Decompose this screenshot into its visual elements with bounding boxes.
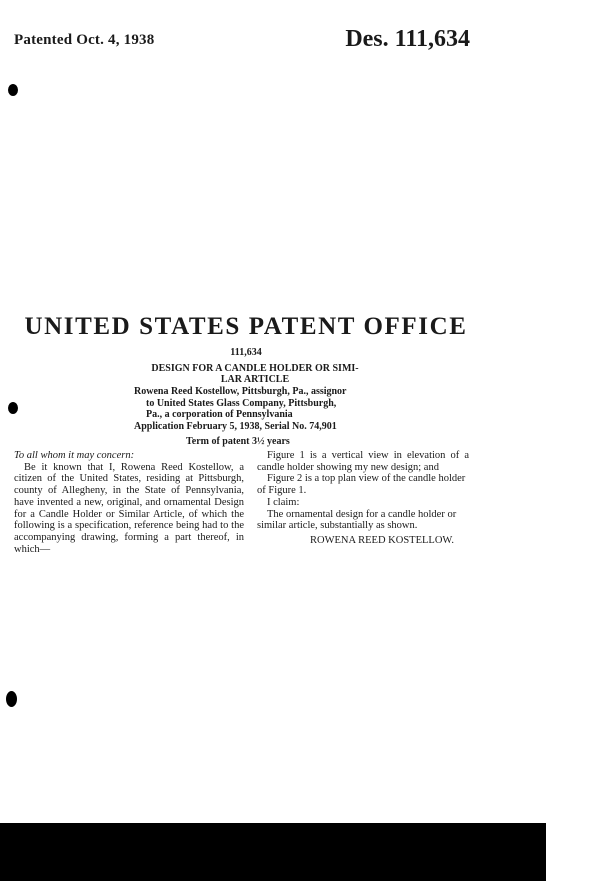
design-title-line-2: LAR ARTICLE <box>220 374 290 385</box>
application-line: Application February 5, 1938, Serial No. 74,901 <box>134 421 337 432</box>
claim-label: I claim: <box>267 496 300 508</box>
figure-1-description: Figure 1 is a vertical view in elevation of a candle holder showing my new design; and <box>257 450 469 473</box>
punch-hole-bottom <box>6 691 17 707</box>
inventor-line: to United States Glass Company, Pittsburgh, <box>146 397 337 409</box>
inventor-line: Rowena Reed Kostellow, Pittsburgh, Pa., assignor <box>134 386 347 397</box>
inventor-assignee <box>134 386 394 421</box>
right-margin <box>546 0 600 881</box>
specification-paragraph: Be it known that I, Rowena Reed Kostellow, a citizen of the United States, residing at Pittsburgh, county of Allegheny, in the State of Pennsylvania, have invented a new, original, and ornamental Design for a Candle Holder or Similar Article, of which the following is a specification, reference being had to the accompanying drawing, forming a part thereof, in which— <box>14 461 244 555</box>
salutation: To all whom it may concern: <box>14 450 135 461</box>
design-title-line-1: DESIGN FOR A CANDLE HOLDER OR SIMI- <box>151 363 359 374</box>
claim-text: The ornamental design for a candle holder or similar article, substantially as shown. <box>257 508 457 532</box>
right-column <box>257 450 469 547</box>
punch-hole-top <box>8 84 18 96</box>
inventor-signature: ROWENA REED KOSTELLOW. <box>310 534 454 546</box>
punch-hole-middle <box>8 402 18 414</box>
figure-2-description: Figure 2 is a top plan view of the candle holder of Figure 1. <box>257 473 466 497</box>
design-title <box>140 363 370 385</box>
patented-date: Patented Oct. 4, 1938 <box>14 32 155 48</box>
inventor-line: Pa., a corporation of Pennsylvania <box>146 409 293 420</box>
term-line: Term of patent 3½ years <box>186 436 290 447</box>
scan-border-bottom <box>0 823 546 881</box>
patent-number: 111,634 <box>230 347 262 358</box>
office-title: UNITED STATES PATENT OFFICE <box>24 313 468 340</box>
left-column <box>14 450 244 555</box>
design-patent-number: Des. 111,634 <box>345 26 470 52</box>
